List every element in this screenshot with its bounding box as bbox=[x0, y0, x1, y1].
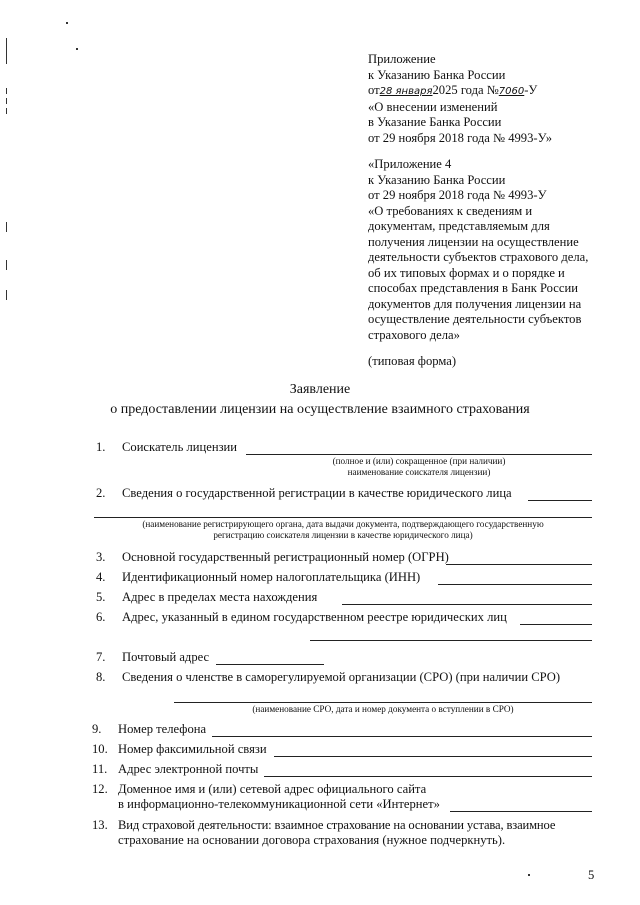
fill-line bbox=[94, 517, 592, 518]
scan-mark bbox=[6, 38, 7, 64]
field-caption: регистрацию соискателя лицензии в качестве юридического лица) bbox=[213, 530, 473, 540]
header-line: Приложение bbox=[368, 52, 436, 66]
fill-line bbox=[342, 604, 592, 605]
item-number: 9. bbox=[92, 722, 102, 736]
item-label: Номер телефона bbox=[118, 722, 207, 736]
header-line: способах представления в Банк России bbox=[368, 281, 578, 295]
header-line: об их типовых формах и о порядке и bbox=[368, 265, 565, 280]
item-number: 1. bbox=[96, 440, 106, 454]
fill-line bbox=[310, 640, 592, 641]
handwritten-number: 7060 bbox=[498, 86, 525, 97]
header-line: документам, представляемым для bbox=[368, 219, 550, 233]
scan-mark bbox=[76, 48, 78, 50]
item-number: 7. bbox=[96, 650, 106, 664]
header-line-date: от28 января2025 года №7060-У bbox=[368, 83, 538, 97]
item-number: 2. bbox=[96, 486, 106, 500]
header-line: получения лицензии на осуществление bbox=[368, 234, 579, 249]
field-caption: (наименование регистрирующего органа, дата выдачи документа, подтверждающего государственную bbox=[142, 519, 544, 529]
fill-line bbox=[174, 702, 592, 703]
item-label: Номер факсимильной связи bbox=[118, 742, 267, 756]
header-line: «О требованиях к сведениям и bbox=[368, 203, 533, 218]
header-line: к Указанию Банка России bbox=[368, 172, 506, 187]
document-title: Заявление bbox=[289, 382, 351, 397]
item-label: страхование на основании договора страхования (нужное подчеркнуть). bbox=[118, 833, 506, 847]
item-label: Адрес электронной почты bbox=[118, 762, 259, 776]
fill-line bbox=[274, 756, 592, 757]
item-label: Вид страховой деятельности: взаимное страхование на основании устава, взаимное bbox=[118, 818, 556, 832]
header-line: «О внесении изменений bbox=[368, 99, 498, 114]
item-label: Соискатель лицензии bbox=[122, 440, 238, 454]
document-subtitle: о предоставлении лицензии на осуществление взаимного страхования bbox=[110, 402, 530, 417]
fill-line bbox=[264, 776, 592, 777]
fill-line bbox=[450, 811, 592, 812]
item-label: Доменное имя и (или) сетевой адрес официального сайта bbox=[118, 782, 427, 796]
fill-line bbox=[520, 624, 592, 625]
header-line: «Приложение 4 bbox=[368, 157, 452, 171]
header-line: документов для получения лицензии на bbox=[368, 296, 582, 311]
fill-line bbox=[216, 664, 324, 665]
header-line: страхового дела» bbox=[368, 327, 460, 342]
item-number: 11. bbox=[92, 762, 108, 776]
item-number: 6. bbox=[96, 610, 106, 624]
fill-line bbox=[528, 500, 592, 501]
scan-mark bbox=[6, 222, 7, 232]
field-caption: (наименование СРО, дата и номер документа о вступлении в СРО) bbox=[252, 704, 514, 714]
item-number: 12. bbox=[92, 782, 108, 796]
item-label: Идентификационный номер налогоплательщика (ИНН) bbox=[122, 570, 421, 584]
header-line: деятельности субъектов страхового дела, bbox=[368, 250, 589, 264]
item-number: 13. bbox=[92, 818, 108, 832]
page-number: 5 bbox=[588, 868, 595, 882]
fill-line bbox=[446, 564, 592, 565]
scan-mark bbox=[6, 88, 7, 94]
appendix-header bbox=[368, 52, 588, 370]
item-number: 4. bbox=[96, 570, 106, 584]
item-label: в информационно-телекоммуникационной сети «Интернет» bbox=[118, 797, 440, 811]
scan-mark bbox=[6, 290, 7, 300]
item-label: Адрес, указанный в едином государственном реестре юридических лиц bbox=[122, 610, 507, 624]
item-label: Сведения о членстве в саморегулируемой организации (СРО) (при наличии СРО) bbox=[122, 670, 561, 684]
form-type-label: (типовая форма) bbox=[368, 354, 457, 368]
item-label: Адрес в пределах места нахождения bbox=[122, 590, 318, 604]
item-label: Основной государственный регистрационный номер (ОГРН) bbox=[122, 550, 449, 564]
scan-mark bbox=[6, 98, 7, 104]
scan-mark bbox=[528, 874, 530, 876]
fill-line bbox=[212, 736, 592, 737]
scan-mark bbox=[6, 260, 7, 270]
fill-line bbox=[438, 584, 592, 585]
header-line: в Указание Банка России bbox=[368, 115, 502, 129]
item-label: Сведения о государственной регистрации в качестве юридического лица bbox=[122, 486, 512, 500]
item-number: 5. bbox=[96, 590, 106, 604]
scan-mark bbox=[66, 22, 68, 24]
header-line: осуществление деятельности субъектов bbox=[368, 312, 582, 326]
header-line: от 29 ноября 2018 года № 4993-У bbox=[368, 188, 547, 202]
fill-line bbox=[246, 454, 592, 455]
field-caption: (полное и (или) сокращенное (при наличии) bbox=[332, 456, 506, 466]
scan-mark bbox=[6, 108, 7, 114]
item-number: 10. bbox=[92, 742, 108, 756]
handwritten-date: 28 января bbox=[379, 86, 433, 97]
item-number: 8. bbox=[96, 670, 106, 684]
header-line: к Указанию Банка России bbox=[368, 67, 506, 82]
item-label: Почтовый адрес bbox=[122, 650, 210, 664]
header-line: от 29 ноября 2018 года № 4993-У» bbox=[368, 130, 552, 145]
item-number: 3. bbox=[96, 550, 106, 564]
field-caption: наименование соискателя лицензии) bbox=[347, 467, 491, 477]
